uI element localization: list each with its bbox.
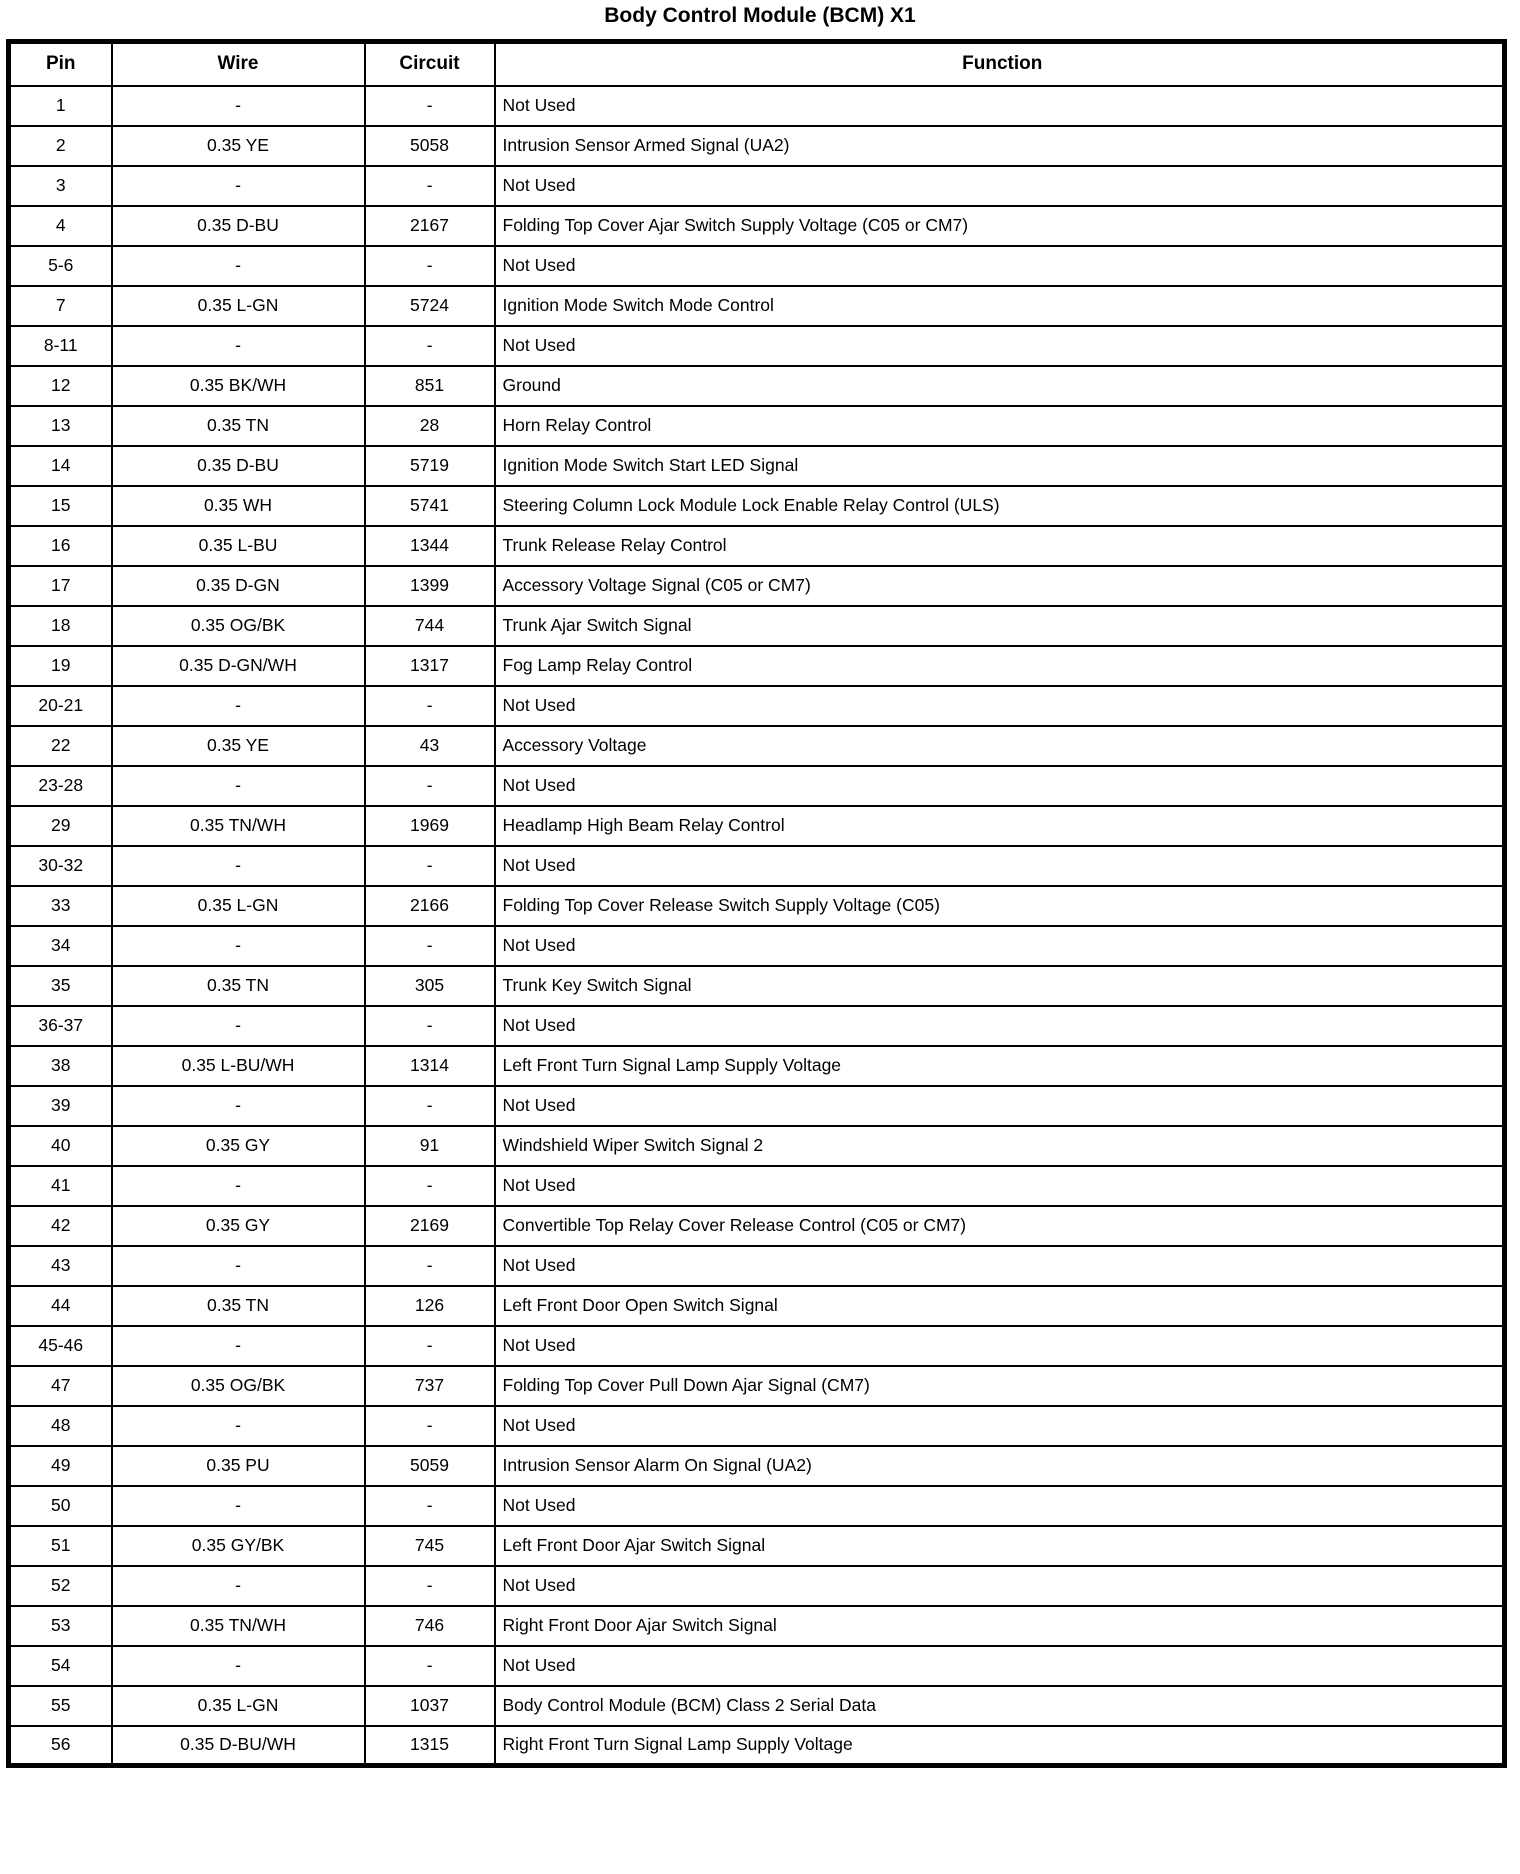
pinout-table [6,39,1507,1768]
pin-cell: 44 [9,1286,112,1326]
table-row [9,406,1505,446]
wire-cell: 0.35 GY [112,1206,365,1246]
circuit-cell: 305 [365,966,495,1006]
table-body [9,86,1505,1766]
wire-cell: - [112,1086,365,1126]
pin-cell: 39 [9,1086,112,1126]
circuit-cell: - [365,1646,495,1686]
pin-cell: 5-6 [9,246,112,286]
wire-cell: 0.35 WH [112,486,365,526]
circuit-cell: - [365,166,495,206]
table-row [9,366,1505,406]
circuit-cell: 5058 [365,126,495,166]
function-cell: Not Used [495,86,1505,126]
table-row [9,806,1505,846]
column-header-function: Function [495,42,1505,86]
table-row [9,1286,1505,1326]
wire-cell: - [112,166,365,206]
wire-cell: 0.35 L-BU/WH [112,1046,365,1086]
function-cell: Right Front Turn Signal Lamp Supply Voltage [495,1726,1505,1766]
wire-cell: 0.35 PU [112,1446,365,1486]
table-row [9,286,1505,326]
circuit-cell: 1314 [365,1046,495,1086]
function-cell: Not Used [495,1566,1505,1606]
circuit-cell: 5719 [365,446,495,486]
wire-cell: - [112,1646,365,1686]
circuit-cell: 2166 [365,886,495,926]
circuit-cell: 737 [365,1366,495,1406]
circuit-cell: 745 [365,1526,495,1566]
table-row [9,1646,1505,1686]
table-row [9,326,1505,366]
function-cell: Not Used [495,326,1505,366]
pin-cell: 42 [9,1206,112,1246]
wire-cell: 0.35 L-GN [112,286,365,326]
pin-cell: 53 [9,1606,112,1646]
table-row [9,1686,1505,1726]
column-header-wire: Wire [112,42,365,86]
circuit-cell: - [365,1406,495,1446]
pin-cell: 49 [9,1446,112,1486]
table-row [9,486,1505,526]
function-cell: Ignition Mode Switch Mode Control [495,286,1505,326]
pin-cell: 48 [9,1406,112,1446]
table-row [9,1526,1505,1566]
pin-cell: 23-28 [9,766,112,806]
wire-cell: - [112,86,365,126]
page-title: Body Control Module (BCM) X1 [604,4,916,27]
function-cell: Folding Top Cover Ajar Switch Supply Voltage (C05 or CM7) [495,206,1505,246]
wire-cell: - [112,686,365,726]
function-cell: Not Used [495,1326,1505,1366]
function-cell: Accessory Voltage [495,726,1505,766]
function-cell: Folding Top Cover Release Switch Supply Voltage (C05) [495,886,1505,926]
table-row [9,1166,1505,1206]
column-header-circuit: Circuit [365,42,495,86]
circuit-cell: 851 [365,366,495,406]
pin-cell: 33 [9,886,112,926]
circuit-cell: - [365,1166,495,1206]
pin-cell: 15 [9,486,112,526]
pin-cell: 16 [9,526,112,566]
table-row [9,1326,1505,1366]
pin-cell: 19 [9,646,112,686]
circuit-cell: - [365,846,495,886]
function-cell: Not Used [495,846,1505,886]
function-cell: Left Front Door Ajar Switch Signal [495,1526,1505,1566]
pin-cell: 4 [9,206,112,246]
wire-cell: - [112,1406,365,1446]
table-row [9,766,1505,806]
table-row [9,86,1505,126]
pin-cell: 29 [9,806,112,846]
circuit-cell: 1317 [365,646,495,686]
wire-cell: 0.35 TN [112,966,365,1006]
wire-cell: 0.35 YE [112,126,365,166]
wire-cell: 0.35 GY/BK [112,1526,365,1566]
function-cell: Steering Column Lock Module Lock Enable Relay Control (ULS) [495,486,1505,526]
wire-cell: - [112,246,365,286]
function-cell: Right Front Door Ajar Switch Signal [495,1606,1505,1646]
wire-cell: - [112,1566,365,1606]
table-row [9,726,1505,766]
pin-cell: 54 [9,1646,112,1686]
pin-cell: 38 [9,1046,112,1086]
pin-cell: 40 [9,1126,112,1166]
pin-cell: 50 [9,1486,112,1526]
function-cell: Not Used [495,926,1505,966]
pin-cell: 45-46 [9,1326,112,1366]
wire-cell: - [112,1006,365,1046]
function-cell: Convertible Top Relay Cover Release Control (C05 or CM7) [495,1206,1505,1246]
circuit-cell: - [365,86,495,126]
table-row [9,1726,1505,1766]
pin-cell: 36-37 [9,1006,112,1046]
function-cell: Accessory Voltage Signal (C05 or CM7) [495,566,1505,606]
wire-cell: - [112,1166,365,1206]
table-row [9,126,1505,166]
function-cell: Fog Lamp Relay Control [495,646,1505,686]
table-row [9,1126,1505,1166]
wire-cell: 0.35 OG/BK [112,606,365,646]
circuit-cell: - [365,326,495,366]
pin-cell: 7 [9,286,112,326]
wire-cell: 0.35 D-BU [112,206,365,246]
pin-cell: 17 [9,566,112,606]
circuit-cell: 2167 [365,206,495,246]
function-cell: Body Control Module (BCM) Class 2 Serial Data [495,1686,1505,1726]
function-cell: Trunk Key Switch Signal [495,966,1505,1006]
table-row [9,566,1505,606]
circuit-cell: 43 [365,726,495,766]
table-row [9,246,1505,286]
table-row [9,1006,1505,1046]
pin-cell: 14 [9,446,112,486]
function-cell: Intrusion Sensor Alarm On Signal (UA2) [495,1446,1505,1486]
wire-cell: 0.35 D-GN [112,566,365,606]
function-cell: Ground [495,366,1505,406]
wire-cell: - [112,1246,365,1286]
pin-cell: 34 [9,926,112,966]
pin-cell: 13 [9,406,112,446]
wire-cell: - [112,766,365,806]
wire-cell: - [112,1326,365,1366]
wire-cell: - [112,846,365,886]
circuit-cell: 1037 [365,1686,495,1726]
function-cell: Not Used [495,166,1505,206]
function-cell: Not Used [495,1406,1505,1446]
table-row [9,1086,1505,1126]
circuit-cell: - [365,1246,495,1286]
function-cell: Horn Relay Control [495,406,1505,446]
wire-cell: 0.35 TN [112,1286,365,1326]
table-row [9,966,1505,1006]
circuit-cell: 1344 [365,526,495,566]
function-cell: Left Front Turn Signal Lamp Supply Voltage [495,1046,1505,1086]
pin-cell: 22 [9,726,112,766]
pin-cell: 41 [9,1166,112,1206]
function-cell: Not Used [495,686,1505,726]
table-row [9,526,1505,566]
circuit-cell: 746 [365,1606,495,1646]
wire-cell: 0.35 L-GN [112,1686,365,1726]
table-row [9,646,1505,686]
function-cell: Not Used [495,1646,1505,1686]
table-row [9,1446,1505,1486]
circuit-cell: 744 [365,606,495,646]
function-cell: Not Used [495,1246,1505,1286]
pin-cell: 55 [9,1686,112,1726]
wire-cell: - [112,926,365,966]
table-row [9,1566,1505,1606]
wire-cell: 0.35 L-GN [112,886,365,926]
pin-cell: 52 [9,1566,112,1606]
pin-cell: 35 [9,966,112,1006]
circuit-cell: - [365,1566,495,1606]
function-cell: Not Used [495,1086,1505,1126]
table-row [9,1046,1505,1086]
function-cell: Headlamp High Beam Relay Control [495,806,1505,846]
wire-cell: - [112,1486,365,1526]
circuit-cell: 5059 [365,1446,495,1486]
circuit-cell: 5741 [365,486,495,526]
header-row [9,42,1505,86]
pin-cell: 1 [9,86,112,126]
column-header-pin: Pin [9,42,112,86]
table-row [9,886,1505,926]
table-row [9,686,1505,726]
function-cell: Trunk Ajar Switch Signal [495,606,1505,646]
table-row [9,446,1505,486]
function-cell: Trunk Release Relay Control [495,526,1505,566]
circuit-cell: 28 [365,406,495,446]
circuit-cell: - [365,926,495,966]
function-cell: Not Used [495,1166,1505,1206]
pin-cell: 8-11 [9,326,112,366]
wire-cell: 0.35 TN/WH [112,806,365,846]
table-row [9,166,1505,206]
circuit-cell: - [365,1486,495,1526]
pin-cell: 18 [9,606,112,646]
wire-cell: 0.35 D-BU/WH [112,1726,365,1766]
wire-cell: 0.35 TN/WH [112,1606,365,1646]
table-row [9,1486,1505,1526]
function-cell: Not Used [495,1486,1505,1526]
wire-cell: 0.35 YE [112,726,365,766]
function-cell: Left Front Door Open Switch Signal [495,1286,1505,1326]
circuit-cell: - [365,1086,495,1126]
wire-cell: 0.35 D-BU [112,446,365,486]
pin-cell: 2 [9,126,112,166]
wire-cell: 0.35 D-GN/WH [112,646,365,686]
table-row [9,206,1505,246]
function-cell: Not Used [495,766,1505,806]
pin-cell: 12 [9,366,112,406]
table-header [9,42,1505,86]
circuit-cell: - [365,1006,495,1046]
function-cell: Ignition Mode Switch Start LED Signal [495,446,1505,486]
circuit-cell: 1399 [365,566,495,606]
function-cell: Not Used [495,246,1505,286]
wire-cell: 0.35 BK/WH [112,366,365,406]
circuit-cell: - [365,246,495,286]
table-row [9,1606,1505,1646]
pin-cell: 20-21 [9,686,112,726]
pin-cell: 30-32 [9,846,112,886]
pin-cell: 47 [9,1366,112,1406]
table-row [9,1206,1505,1246]
table-row [9,1366,1505,1406]
pin-cell: 43 [9,1246,112,1286]
circuit-cell: 91 [365,1126,495,1166]
function-cell: Folding Top Cover Pull Down Ajar Signal (CM7) [495,1366,1505,1406]
circuit-cell: 5724 [365,286,495,326]
function-cell: Windshield Wiper Switch Signal 2 [495,1126,1505,1166]
pin-cell: 56 [9,1726,112,1766]
pin-cell: 3 [9,166,112,206]
table-row [9,606,1505,646]
pin-cell: 51 [9,1526,112,1566]
wire-cell: 0.35 OG/BK [112,1366,365,1406]
circuit-cell: - [365,1326,495,1366]
table-row [9,1406,1505,1446]
circuit-cell: 2169 [365,1206,495,1246]
wire-cell: 0.35 TN [112,406,365,446]
circuit-cell: 1969 [365,806,495,846]
circuit-cell: 126 [365,1286,495,1326]
function-cell: Not Used [495,1006,1505,1046]
circuit-cell: 1315 [365,1726,495,1766]
table-row [9,1246,1505,1286]
wire-cell: 0.35 L-BU [112,526,365,566]
circuit-cell: - [365,766,495,806]
circuit-cell: - [365,686,495,726]
table-row [9,846,1505,886]
wire-cell: - [112,326,365,366]
wire-cell: 0.35 GY [112,1126,365,1166]
table-row [9,926,1505,966]
function-cell: Intrusion Sensor Armed Signal (UA2) [495,126,1505,166]
